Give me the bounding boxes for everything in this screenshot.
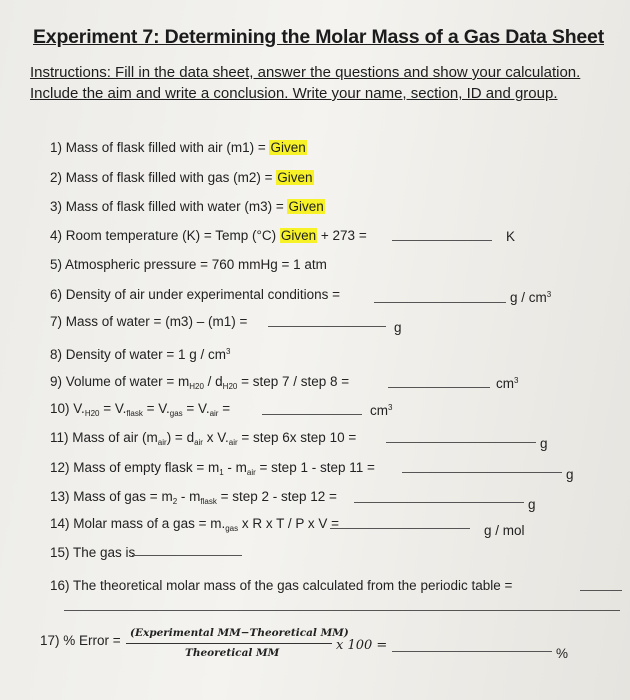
answer-line-4[interactable] [392,240,492,241]
item-label: Room temperature (K) = Temp (°C) [65,228,280,243]
answer-line-6[interactable] [374,302,506,303]
given-highlight: Given [280,228,317,243]
unit-grams-11: g [540,436,548,451]
item-label: Mass of flask filled with air (m1) = [65,140,270,155]
item-number: 7) [50,314,63,329]
unit-kelvin: K [506,229,516,244]
item-label: Density of water = 1 g / cm [65,347,226,362]
item-number: 14) [50,516,70,531]
item-10: 10) $V._{H20} = V._{flask} = V._{gas} = V._{air}$ = [50,401,231,418]
unit-percent: % [556,646,569,661]
answer-line-16a[interactable] [580,590,622,591]
answer-line-10[interactable] [262,414,362,415]
item-number: 17) [40,633,60,648]
answer-line-13[interactable] [354,502,524,503]
item-label: Density of air under experimental conditions = [65,287,341,302]
item-number: 3) [50,199,63,214]
unit-volume: $cm^3$ [496,376,519,391]
item-number: 2) [50,170,63,185]
item-16 [50,577,512,595]
item-1 [50,139,307,157]
page-title: Experiment 7: Determining the Molar Mass of a Gas Data Sheet [33,26,604,48]
answer-line-7[interactable] [268,326,386,327]
unit-grams-12: g [566,467,574,482]
unit-volume-2: $cm^3$ [370,403,393,418]
item-number: 10) [50,401,70,416]
times-hundred: x 100 = [336,638,388,653]
item-17 [40,632,121,650]
item-label: Mass of flask filled with gas (m2) = [65,170,277,185]
item-number: 6) [50,287,63,302]
answer-line-17[interactable] [392,651,552,652]
item-14: 14) Molar mass of a gas = $m._{gas}$ x R x T / P x V = [50,516,340,533]
instructions-text: Instructions: Fill in the data sheet, answer the questions and show your calculation. Include the aim and write a conclusion. Write your name, section, ID and group. [30,64,581,102]
item-13: 13) Mass of gas = $m_2 - m_{flask}$ = step 2 - step 12 = [50,489,337,506]
item-number: 1) [50,140,63,155]
answer-line-12[interactable] [402,472,562,473]
item-11: 11) Mass of air $(m_{air}) = d_{air}$ x $V._{air}$ = step 6x step 10 = [50,430,357,447]
item-number: 12) [50,460,70,475]
item-label: % Error = [63,633,121,648]
given-highlight: Given [277,170,313,185]
item-label: The theoretical molar mass of the gas calculated from the periodic table = [73,578,513,593]
item-4 [50,227,367,245]
answer-line-16b[interactable] [64,610,620,611]
unit-molar-mass: g / mol [484,523,525,538]
item-3 [50,198,325,216]
answer-line-11[interactable] [386,442,536,443]
given-highlight: Given [288,199,324,214]
answer-line-15[interactable] [132,555,242,556]
item-label: Mass of flask filled with water (m3) = [65,199,288,214]
item-label: Mass of water = (m3) – (m1) = [65,314,248,329]
unit-density: g / $cm^3$ [510,290,552,305]
fraction-denominator: Theoretical MM [185,647,280,659]
item-5 [50,256,327,274]
item-number: 13) [50,489,70,504]
answer-line-9[interactable] [388,387,490,388]
item-6 [50,286,340,304]
item-15 [50,544,135,562]
item-number: 4) [50,228,63,243]
item-7 [50,313,247,331]
unit-grams-13: g [528,497,536,512]
item-2 [50,169,314,187]
fraction-numerator: (Experimental MM−Theoretical MM) [130,627,349,639]
item-label: Atmospheric pressure = 760 mmHg = 1 atm [65,257,327,272]
item-number: 15) [50,545,70,560]
given-highlight: Given [270,140,306,155]
item-label-tail: + 273 = [317,228,367,243]
item-label: The gas is [73,545,136,560]
item-number: 8) [50,347,63,362]
item-number: 16) [50,578,70,593]
item-number: 9) [50,374,63,389]
item-number: 11) [50,430,69,445]
answer-line-14[interactable] [330,528,470,529]
fraction-bar [126,643,332,644]
unit-grams: g [394,320,402,335]
item-9: 9) Volume of water = $m_{H20} / d_{H20}$ = step 7 / step 8 = [50,374,350,391]
item-8: 8) Density of water = 1 g / $cm^3$ [50,347,231,362]
item-number: 5) [50,257,63,272]
item-12: 12) Mass of empty flask = $m_1 - m_{air}$ = step 1 - step 11 = [50,460,375,477]
